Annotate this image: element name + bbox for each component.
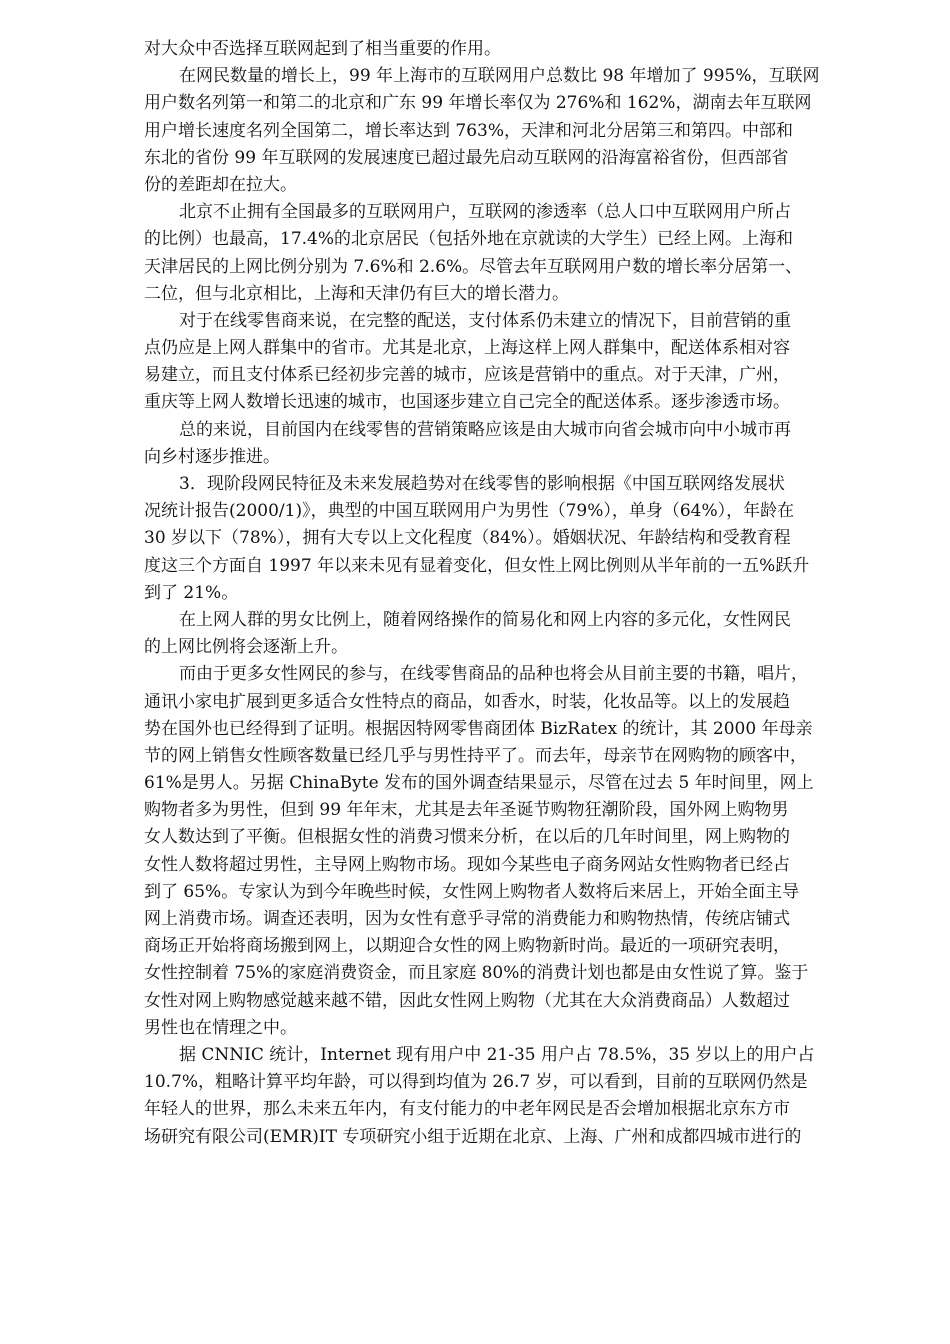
text-line: 况统计报告(2000/1)》，典型的中国互联网用户为男性（79%），单身（64%），年龄在 bbox=[144, 501, 795, 522]
text-line: 总的来说，目前国内在线零售的营销策略应该是由大城市向省会城市向中小城市再 bbox=[179, 419, 791, 440]
text-line: 北京不止拥有全国最多的互联网用户，互联网的渗透率（总人口中互联网用户所占 bbox=[179, 202, 791, 223]
text-line: 用户增长速度名列全国第二，增长率达到 763%，天津和河北分居第三和第四。中部和 bbox=[144, 120, 794, 141]
text-line: 在网民数量的增长上，99 年上海市的互联网用户总数比 98 年增加了 995%，互联网 bbox=[179, 66, 820, 87]
text-line: 女性对网上购物感觉越来越不错，因此女性网上购物（尤其在大众消费商品）人数超过 bbox=[144, 990, 790, 1011]
text-line: 场研究有限公司(EMR)IT 专项研究小组于近期在北京、上海、广州和成都四城市进行的 bbox=[144, 1126, 802, 1147]
text-line: 通讯小家电扩展到更多适合女性特点的商品，如香水，时装，化妆品等。以上的发展趋 bbox=[144, 691, 790, 712]
text-line: 东北的省份 99 年互联网的发展速度已超过最先启动互联网的沿海富裕省份，但西部省 bbox=[144, 147, 789, 168]
text-line: 的比例）也最高，17.4%的北京居民（包括外地在京就读的大学生）已经上网。上海和 bbox=[144, 229, 794, 250]
text-line: 30 岁以下（78%），拥有大专以上文化程度（84%）。婚姻状况、年龄结构和受教育程 bbox=[144, 528, 791, 549]
text-line: 购物者多为男性，但到 99 年年末，尤其是去年圣诞节购物狂潮阶段，国外网上购物男 bbox=[144, 800, 789, 821]
text-line: 到了 21%。 bbox=[144, 582, 239, 603]
text-line: 商场正开始将商场搬到网上，以期迎合女性的网上购物新时尚。最近的一项研究表明， bbox=[144, 936, 790, 957]
text-line: 3．现阶段网民特征及未来发展趋势对在线零售的影响根据《中国互联网络发展状 bbox=[179, 474, 785, 494]
text-line: 网上消费市场。调查还表明，因为女性有意乎寻常的消费能力和购物热情，传统店铺式 bbox=[144, 909, 790, 929]
text-line: 二位，但与北京相比，上海和天津仍有巨大的增长潜力。 bbox=[144, 283, 569, 304]
text-line: 女人数达到了平衡。但根据女性的消费习惯来分析，在以后的几年时间里，网上购物的 bbox=[144, 827, 790, 848]
text-line: 男性也在情理之中。 bbox=[144, 1017, 297, 1038]
text-line: 向乡村逐步推进。 bbox=[144, 446, 280, 467]
text-line: 份的差距却在拉大。 bbox=[144, 174, 297, 195]
text-line: 女性人数将超过男性，主导网上购物市场。现如今某些电子商务网站女性购物者已经占 bbox=[144, 854, 790, 875]
text-line: 61%是男人。另据 ChinaByte 发布的国外调查结果显示，尽管在过去 5 年时间里，网上 bbox=[144, 773, 814, 794]
text-line: 的上网比例将会逐渐上升。 bbox=[144, 637, 348, 658]
text-line: 年轻人的世界，那么未来五年内，有支付能力的中老年网民是否会增加根据北京东方市 bbox=[144, 1099, 790, 1120]
text-line: 在上网人群的男女比例上，随着网络操作的简易化和网上内容的多元化，女性网民 bbox=[179, 609, 791, 630]
text-line: 天津居民的上网比例分别为 7.6%和 2.6%。尽管去年互联网用户数的增长率分居第一、 bbox=[144, 256, 803, 277]
text-line: 据 CNNIC 统计，Internet 现有用户中 21-35 用户占 78.5%，35 岁以上的用户占 bbox=[179, 1044, 815, 1065]
text-line: 10.7%，粗略计算平均年龄，可以得到均值为 26.7 岁，可以看到，目前的互联网仍然是 bbox=[144, 1072, 808, 1093]
text-line: 对大众中否选择互联网起到了相当重要的作用。 bbox=[144, 39, 501, 59]
text-line: 易建立，而且支付体系已经初步完善的城市，应该是营销中的重点。对于天津，广州， bbox=[144, 365, 790, 386]
text-line: 点仍应是上网人群集中的省市。尤其是北京，上海这样上网人群集中，配送体系相对容 bbox=[144, 338, 790, 359]
text-line: 重庆等上网人数增长迅速的城市，也国逐步建立自己完全的配送体系。逐步渗透市场。 bbox=[144, 392, 790, 413]
text-line: 而由于更多女性网民的参与，在线零售商品的品种也将会从目前主要的书籍，唱片， bbox=[179, 664, 808, 685]
text-line: 用户数名列第一和第二的北京和广东 99 年增长率仅为 276%和 162%，湖南去年互联网 bbox=[144, 93, 812, 114]
text-line: 节的网上销售女性顾客数量已经几乎与男性持平了。而去年，母亲节在网购物的顾客中， bbox=[144, 745, 807, 766]
text-line: 势在国外也已经得到了证明。根据因特网零售商团体 BizRatex 的统计，其 2000 年母亲 bbox=[144, 718, 813, 739]
text-line: 女性控制着 75%的家庭消费资金，而且家庭 80%的消费计划也都是由女性说了算。鉴于 bbox=[144, 963, 809, 984]
text-line: 度这三个方面自 1997 年以来未见有显着变化，但女性上网比例则从半年前的一五%跃升 bbox=[144, 555, 810, 576]
document-page bbox=[144, 36, 882, 1151]
text-line: 到了 65%。专家认为到今年晚些时候，女性网上购物者人数将后来居上，开始全面主导 bbox=[144, 881, 800, 902]
text-line: 对于在线零售商来说，在完整的配送，支付体系仍未建立的情况下，目前营销的重 bbox=[179, 310, 791, 331]
